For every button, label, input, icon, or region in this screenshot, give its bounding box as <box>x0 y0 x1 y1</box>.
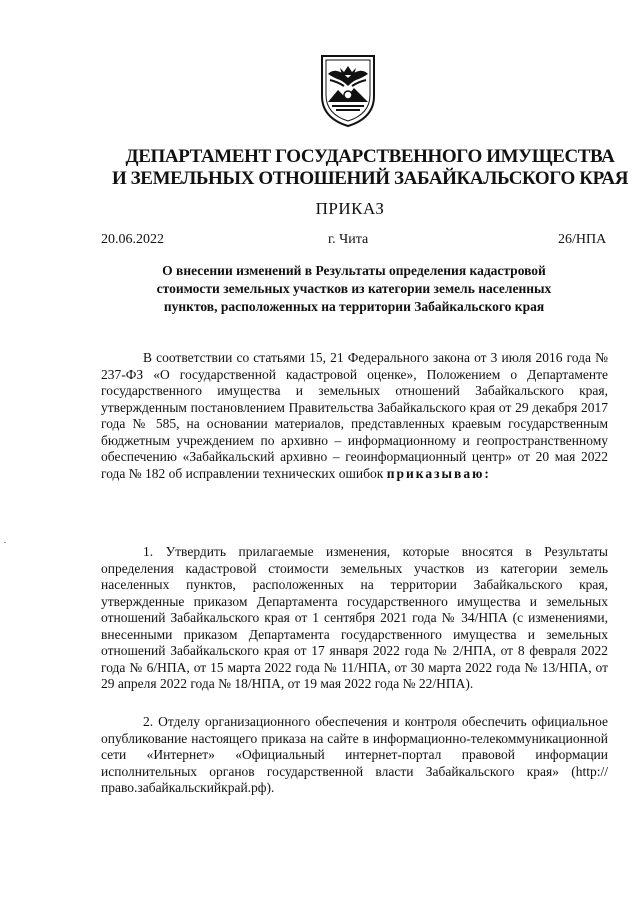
item-1-text: 1. Утвердить прилагаемые изменения, которые вносятся в Результаты определения кадастровой стоимости земельных участков из категории земель населенных пунктов, расположенных на территории Забайкальского края, утвержденные приказом Департамента государственного имущества и земельных отношений Забайкальского края от 1 сентября 2021 года № 34/НПА (с изменениями, внесенными приказом Департамента государственного имущества и земельных отношений Забайкальского края от 17 января 2022 года № 2/НПА, от 8 февраля 2022 года № 6/НПА, от 15 марта 2022 года № 11/НПА, от 30 марта 2022 года № 13/НПА, от 29 апреля 2022 года № 18/НПА, от 19 мая 2022 года № 22/НПА). <box>101 544 608 691</box>
order-city: г. Чита <box>328 232 369 247</box>
subject-line2: стоимости земельных участков из категории земель населенных <box>156 281 552 296</box>
coat-of-arms-icon <box>316 52 380 128</box>
subject-line3: пунктов, расположенных на территории Забайкальского края <box>163 299 545 314</box>
document-type: ПРИКАЗ <box>315 199 385 218</box>
scan-mark <box>4 542 6 543</box>
order-date: 20.06.2022 <box>101 232 164 247</box>
department-title-line1: ДЕПАРТАМЕНТ ГОСУДАРСТВЕННОГО ИМУЩЕСТВА <box>125 146 615 167</box>
item-2-text: 2. Отделу организационного обеспечения и контроля обеспечить официальное опубликование настоящего приказа на сайте в информационно-телекоммуникационной сети «Интернет» «Официальный интернет-портал правовой информации исполнительных органов государственной власти Забайкальского края» (http://право.забайкальскийкрай.рф). <box>101 714 608 795</box>
item-2-paragraph <box>101 714 608 797</box>
department-title <box>80 146 640 190</box>
preamble-paragraph <box>101 350 608 482</box>
decree-word: приказываю: <box>386 465 491 481</box>
item-1-paragraph <box>101 544 608 693</box>
subject-line1: О внесении изменений в Результаты определения кадастровой <box>162 263 546 278</box>
preamble-text: В соответствии со статьями 15, 21 Федерального закона от 3 июля 2016 года № 237-ФЗ «О государственной кадастровой оценке», Положением о Департаменте государственного имущества и земельных отношений Забайкальского края, утвержденным постановлением Правительства Забайкальского края от 29 декабря 2017 года № 585, на основании материалов, представленных краевым государственным бюджетным учреждением по архивно – информационному и геопространственному обеспечению «Забайкальский архивно – геоинформационный центр» от 20 мая 2022 года № 182 об исправлении технических ошибок <box>101 350 608 481</box>
order-number: 26/НПА <box>558 232 607 247</box>
department-title-line2: И ЗЕМЕЛЬНЫХ ОТНОШЕНИЙ ЗАБАЙКАЛЬСКОГО КРАЯ <box>111 168 629 189</box>
order-subject <box>100 262 608 316</box>
